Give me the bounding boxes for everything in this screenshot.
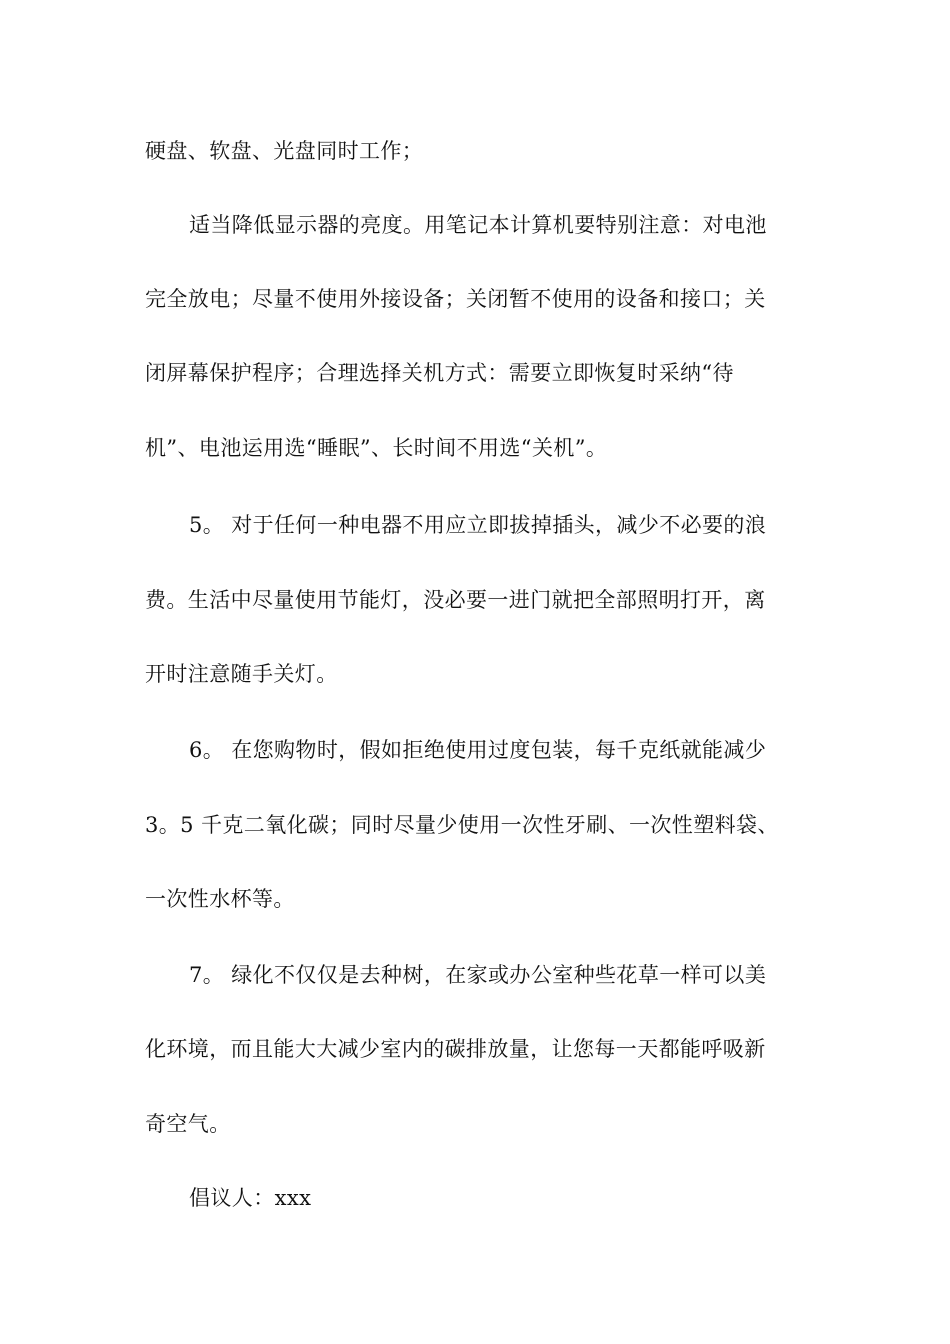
text-line: 化环境，而且能大大减少室内的碳排放量，让您每一天都能呼吸新: [145, 1037, 766, 1061]
signature-line: 倡议人：xxx: [189, 1186, 312, 1210]
text-line: 费。生活中尽量使用节能灯，没必要一进门就把全部照明打开，离: [145, 588, 766, 612]
text-line: 完全放电；尽量不使用外接设备；关闭暂不使用的设备和接口；关: [145, 287, 766, 311]
text-line: 闭屏幕保护程序；合理选择关机方式：需要立即恢复时采纳“待: [145, 361, 734, 385]
text-line: 奇空气。: [145, 1112, 231, 1136]
text-line: 开时注意随手关灯。: [145, 662, 338, 686]
paragraph-first-line: 7。 绿化不仅仅是去种树，在家或办公室种些花草一样可以美: [189, 963, 767, 987]
text-line: 机”、电池运用选“睡眠”、长时间不用选“关机”。: [145, 436, 608, 460]
text-line: 硬盘、软盘、光盘同时工作；: [145, 139, 424, 163]
paragraph-first-line: 适当降低显示器的亮度。用笔记本计算机要特别注意：对电池: [189, 213, 767, 237]
text-line: 一次性水杯等。: [145, 887, 295, 911]
text-line: 3。5 千克二氧化碳；同时尽量少使用一次性牙刷、一次性塑料袋、: [145, 813, 779, 837]
paragraph-first-line: 6。 在您购物时，假如拒绝使用过度包装，每千克纸就能减少: [189, 738, 767, 762]
paragraph-first-line: 5。 对于任何一种电器不用应立即拔掉插头，减少不必要的浪: [189, 513, 767, 537]
